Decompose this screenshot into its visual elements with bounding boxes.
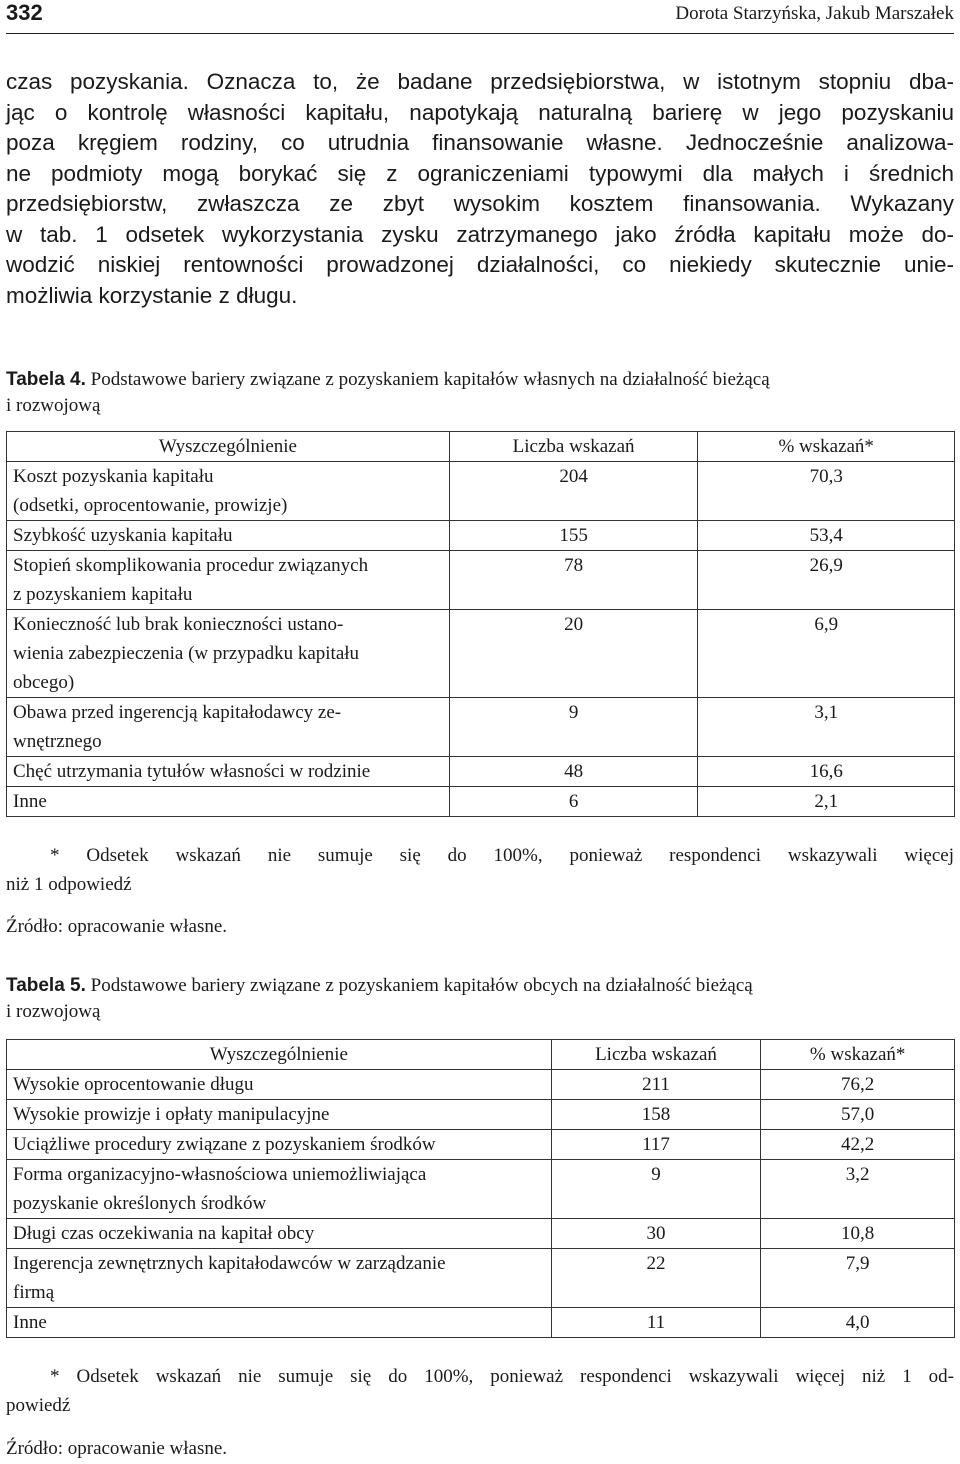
count-cell: 211 xyxy=(551,1070,761,1100)
percent-cell: 3,1 xyxy=(698,698,955,757)
percent-cell: 53,4 xyxy=(698,521,955,551)
paragraph-line: jąc o kontrolę własności kapitału, napotykają naturalną barierę w jego pozyskaniu xyxy=(6,99,954,125)
column-header: Liczba wskazań xyxy=(449,432,698,462)
percent-cell: 3,2 xyxy=(761,1160,955,1219)
count-cell: 158 xyxy=(551,1100,761,1130)
row-label: Wysokie prowizje i opłaty manipulacyjne xyxy=(7,1100,552,1130)
row-label: Forma organizacyjno-własnościowa uniemożliwiająca pozyskanie określonych środków xyxy=(7,1160,552,1219)
row-label: Wysokie oprocentowanie długu xyxy=(7,1070,552,1100)
percent-cell: 70,3 xyxy=(698,462,955,521)
column-header: % wskazań* xyxy=(698,432,955,462)
count-cell: 9 xyxy=(551,1160,761,1219)
column-header: % wskazań* xyxy=(761,1040,955,1070)
table5-caption-text: Podstawowe bariery związane z pozyskaniem kapitałów obcych na działalność bieżącą xyxy=(90,975,753,996)
table4-footnote: * Odsetek wskazań nie sumuje się do 100%, ponieważ respondenci wskazywali więcej niż 1 odpowiedź xyxy=(6,845,954,895)
table-row xyxy=(7,1308,955,1338)
table4-caption-text: Podstawowe bariery związane z pozyskaniem kapitałów własnych na działalność bieżącą xyxy=(90,369,770,390)
column-header: Wyszczególnienie xyxy=(7,432,450,462)
paragraph-line: w tab. 1 odsetek wykorzystania zysku zatrzymanego jako źródła kapitału może do- xyxy=(6,221,954,247)
table5-caption-text: i rozwojową xyxy=(6,1001,101,1022)
paragraph-line: czas pozyskania. Oznacza to, że badane przedsiębiorstwa, w istotnym stopniu dba- xyxy=(6,69,954,94)
percent-cell: 42,2 xyxy=(761,1130,955,1160)
table-row xyxy=(7,787,955,817)
row-label: Inne xyxy=(7,787,450,817)
row-label: Uciążliwe procedury związane z pozyskaniem środków xyxy=(7,1130,552,1160)
table4-caption-text: i rozwojową xyxy=(6,395,101,416)
row-label: Konieczność lub brak konieczności ustano- wienia zabezpieczenia (w przypadku kapitału obcego) xyxy=(7,610,450,698)
table4-label: Tabela 4. xyxy=(6,369,86,390)
count-cell: 22 xyxy=(551,1249,761,1308)
count-cell: 204 xyxy=(449,462,698,521)
count-cell: 155 xyxy=(449,521,698,551)
percent-cell: 7,9 xyxy=(761,1249,955,1308)
table-row xyxy=(7,1100,955,1130)
row-label: Koszt pozyskania kapitału (odsetki, oprocentowanie, prowizje) xyxy=(7,462,450,521)
percent-cell: 4,0 xyxy=(761,1308,955,1338)
paragraph-line: poza kręgiem rodziny, co utrudnia finansowanie własne. Jednocześnie analizowa- xyxy=(6,130,954,155)
table4 xyxy=(6,431,955,817)
table5-caption xyxy=(6,973,954,1025)
paragraph-line: wodzić niskiej rentowności prowadzonej działalności, co niekiedy skutecznie unie- xyxy=(6,252,954,277)
table-row xyxy=(7,698,955,757)
percent-cell: 57,0 xyxy=(761,1100,955,1130)
page-number: 332 xyxy=(6,0,43,25)
table-row xyxy=(7,1160,955,1219)
paragraph-line: ne podmioty mogą borykać się z ograniczeniami typowymi dla małych i średnich xyxy=(6,160,954,186)
table-row xyxy=(7,521,955,551)
row-label: Inne xyxy=(7,1308,552,1338)
table5 xyxy=(6,1039,955,1338)
percent-cell: 26,9 xyxy=(698,551,955,610)
count-cell: 11 xyxy=(551,1308,761,1338)
column-header: Liczba wskazań xyxy=(551,1040,761,1070)
table-row xyxy=(7,462,955,521)
row-label: Obawa przed ingerencją kapitałodawcy ze- wnętrznego xyxy=(7,698,450,757)
count-cell: 30 xyxy=(551,1219,761,1249)
row-label: Ingerencja zewnętrznych kapitałodawców w zarządzanie firmą xyxy=(7,1249,552,1308)
percent-cell: 76,2 xyxy=(761,1070,955,1100)
table4-caption xyxy=(6,367,954,419)
count-cell: 9 xyxy=(449,698,698,757)
paragraph-line: możliwia korzystanie z długu. xyxy=(6,282,298,308)
percent-cell: 16,6 xyxy=(698,757,955,787)
running-header xyxy=(6,0,954,34)
table-row xyxy=(7,610,955,698)
percent-cell: 6,9 xyxy=(698,610,955,698)
row-label: Chęć utrzymania tytułów własności w rodzinie xyxy=(7,757,450,787)
table-row xyxy=(7,1070,955,1100)
table-header-row xyxy=(7,1040,955,1070)
column-header: Wyszczególnienie xyxy=(7,1040,552,1070)
paragraph-line: przedsiębiorstw, zwłaszcza ze zbyt wysokim kosztem finansowania. Wykazany xyxy=(6,191,954,216)
row-label: Szybkość uzyskania kapitału xyxy=(7,521,450,551)
table5-label: Tabela 5. xyxy=(6,975,86,996)
count-cell: 117 xyxy=(551,1130,761,1160)
percent-cell: 10,8 xyxy=(761,1219,955,1249)
table-row xyxy=(7,551,955,610)
table4-source: Źródło: opracowanie własne. xyxy=(6,916,228,937)
count-cell: 48 xyxy=(449,757,698,787)
count-cell: 78 xyxy=(449,551,698,610)
table-header-row xyxy=(7,432,955,462)
running-header-authors: Dorota Starzyńska, Jakub Marszałek xyxy=(675,3,954,24)
percent-cell: 2,1 xyxy=(698,787,955,817)
table-row xyxy=(7,757,955,787)
row-label: Stopień skomplikowania procedur związanych z pozyskaniem kapitału xyxy=(7,551,450,610)
count-cell: 20 xyxy=(449,610,698,698)
table-row xyxy=(7,1130,955,1160)
table-row xyxy=(7,1219,955,1249)
row-label: Długi czas oczekiwania na kapitał obcy xyxy=(7,1219,552,1249)
table5-source: Źródło: opracowanie własne. xyxy=(6,1438,228,1459)
body-paragraph xyxy=(6,67,954,311)
count-cell: 6 xyxy=(449,787,698,817)
table5-footnote: * Odsetek wskazań nie sumuje się do 100%, ponieważ respondenci wskazywali więcej niż 1 od- powiedź xyxy=(6,1366,954,1416)
table-row xyxy=(7,1249,955,1308)
